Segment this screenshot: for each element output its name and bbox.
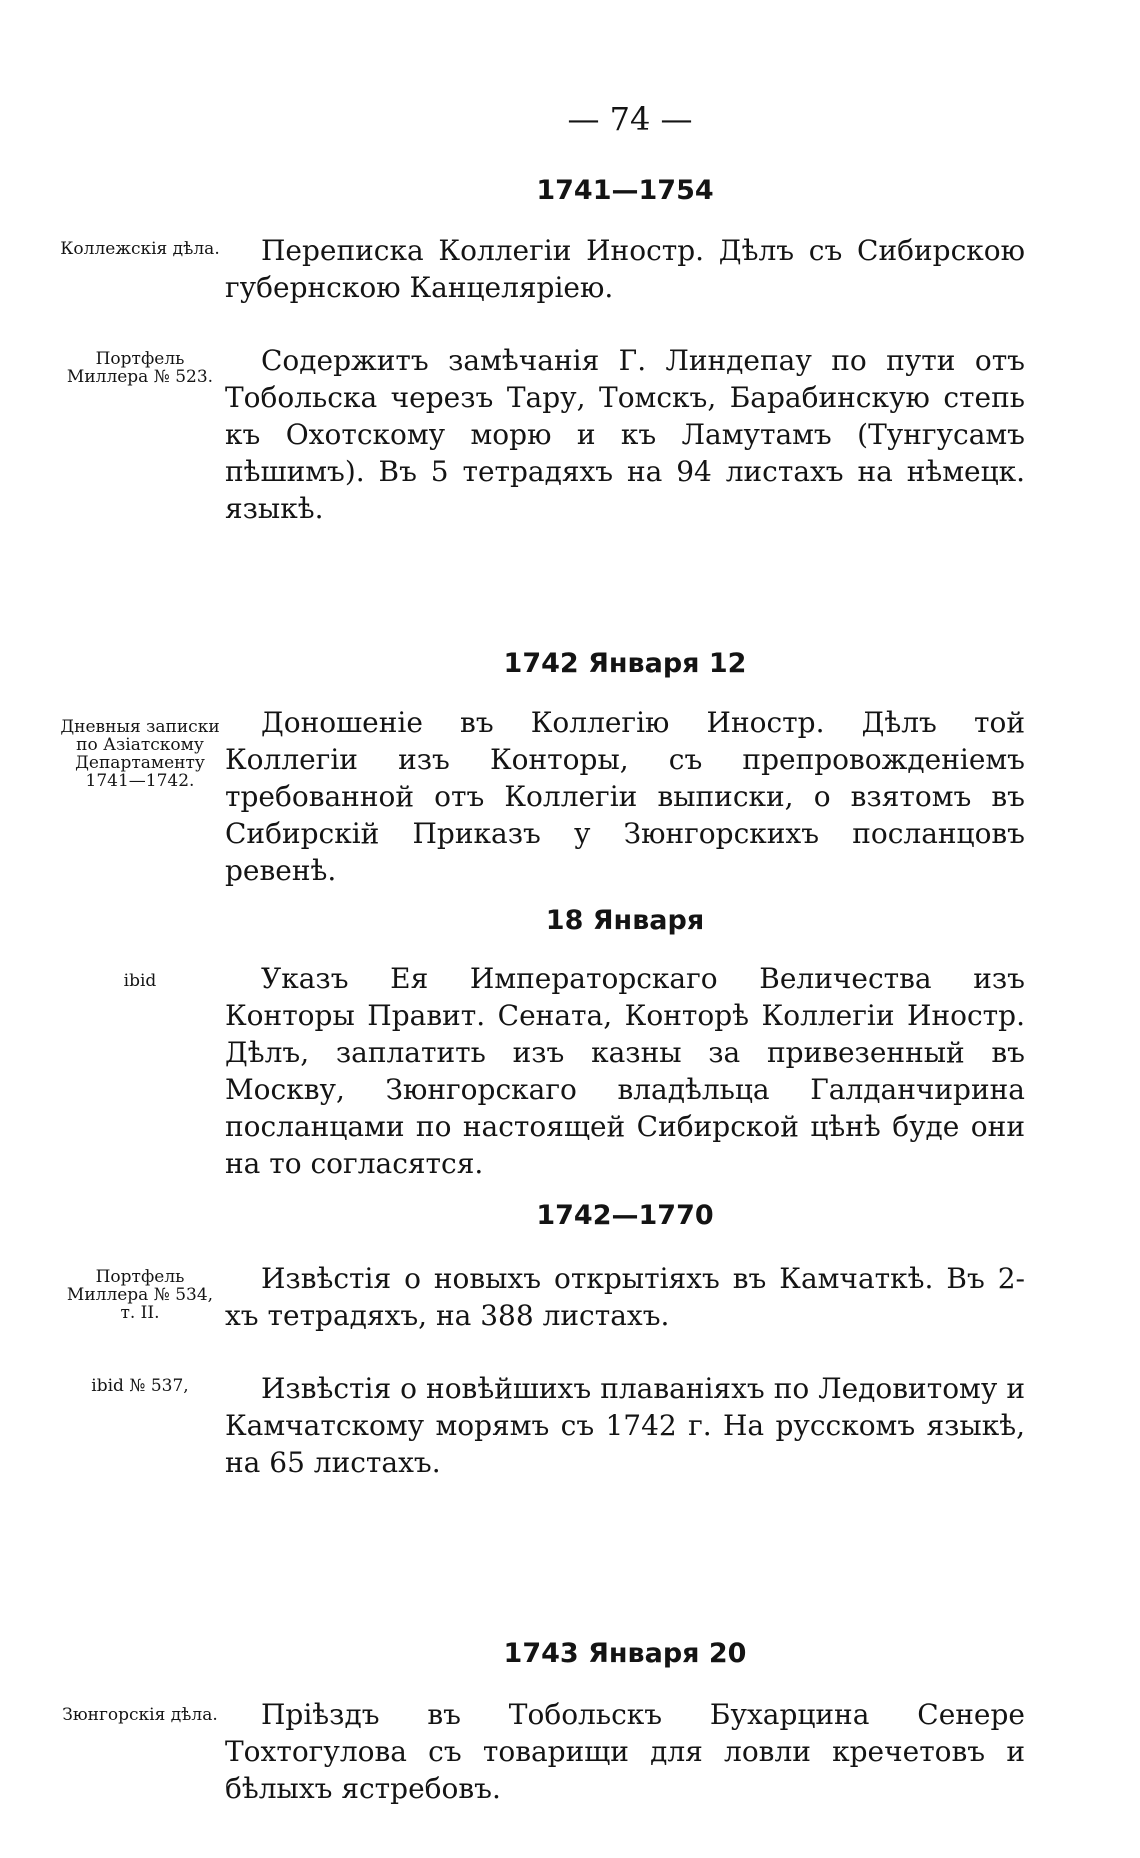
entry-text: Указъ Ея Императорскаго Величества изъ Конторы Правит. Сената, Конторѣ Коллегіи Иностр. Дѣлъ, заплатить изъ казны за привезенный въ Москву, Зюнгорскаго владѣльца Галданчирина посланцами по настоящей Сибирской цѣнѣ буде они на то согласятся. xyxy=(225,962,1025,1180)
entry-text: Переписка Коллегіи Иностр. Дѣлъ съ Сибирскою губернскою Канцеляріею. xyxy=(225,234,1025,304)
side-note: Коллежскія дѣла. xyxy=(60,239,220,259)
section-heading: 1742—1770 xyxy=(536,1200,714,1231)
side-note: ibid xyxy=(123,971,157,991)
side-note: Дневныя записки по Азіатскому Департаменту 1741—1742. xyxy=(60,717,220,791)
section-heading: 1743 Января 20 xyxy=(503,1638,747,1669)
side-note: Портфель Миллера № 523. xyxy=(66,349,214,387)
entry-text: Содержитъ замѣчанія Г. Линдепау по пути отъ Тобольска черезъ Тару, Томскъ, Барабинскую степь къ Охотскому морю и къ Ламутамъ (Тунгусамъ пѣшимъ). Въ 5 тетрадяхъ на 94 листахъ на нѣмецк. языкѣ. xyxy=(225,344,1025,525)
side-note: Портфель Миллера № 534, т. II. xyxy=(66,1267,214,1323)
entry-text: Пріѣздъ въ Тобольскъ Бухарцина Сенере Тохтогулова съ товарищи для ловли кречетовъ и бѣлыхъ ястребовъ. xyxy=(225,1698,1025,1805)
entry-text: Доношеніе въ Коллегію Иностр. Дѣлъ той Коллегіи изъ Конторы, съ препровожденіемъ требованной отъ Коллегіи выписки, о взятомъ въ Сибирскій Приказъ у Зюнгорскихъ посланцовъ ревенѣ. xyxy=(225,706,1025,887)
entry-text: Извѣстія о новѣйшихъ плаваніяхъ по Ледовитому и Камчатскому морямъ съ 1742 г. На русскомъ языкѣ, на 65 листахъ. xyxy=(225,1372,1025,1479)
section-heading: 1741—1754 xyxy=(536,175,714,206)
section-heading: 1742 Января 12 xyxy=(503,648,747,679)
page-number: — 74 — xyxy=(567,100,693,138)
entry-text: Извѣстія о новыхъ открытіяхъ въ Камчаткѣ. Въ 2-хъ тетрадяхъ, на 388 листахъ. xyxy=(225,1262,1025,1332)
section-heading: 18 Января xyxy=(545,905,705,936)
side-note: Зюнгорскія дѣла. xyxy=(62,1705,218,1725)
side-note: ibid № 537, xyxy=(91,1376,189,1396)
